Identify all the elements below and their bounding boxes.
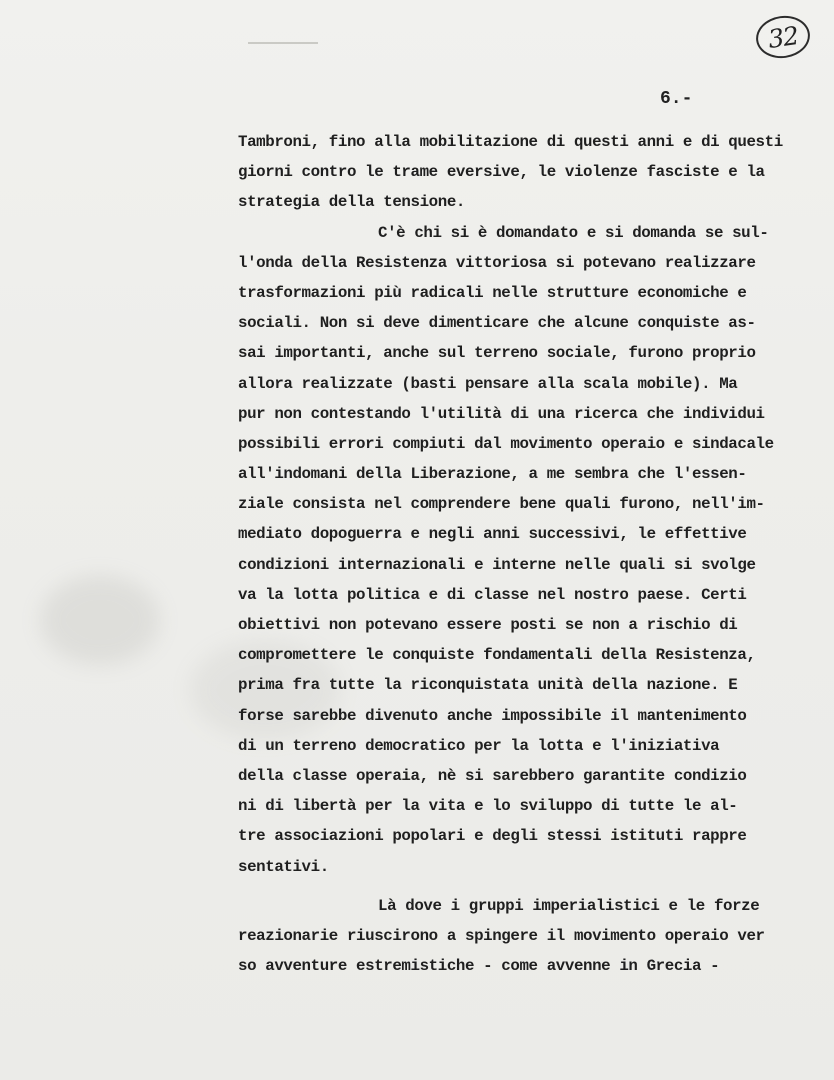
- text-line: di un terreno democratico per la lotta e l'iniziativa: [238, 736, 720, 755]
- text-line: sai importanti, anche sul terreno sociale, furono proprio: [238, 344, 756, 363]
- text-line: pur non contestando l'utilità di una ricerca che individui: [238, 404, 765, 423]
- paper-smudge: [40, 575, 160, 665]
- text-line: all'indomani della Liberazione, a me sembra che l'essen-: [238, 465, 747, 484]
- text-line: sentativi.: [238, 857, 329, 876]
- text-line: prima fra tutte la riconquistata unità della nazione. E: [238, 676, 738, 695]
- text-line: Là dove i gruppi imperialistici e le forze: [378, 896, 760, 915]
- text-line: possibili errori compiuti dal movimento operaio e sindacale: [238, 434, 774, 453]
- page-annotation: 32: [766, 20, 800, 54]
- text-line: forse sarebbe divenuto anche impossibile il mantenimento: [238, 706, 747, 725]
- text-line: va la lotta politica e di classe nel nostro paese. Certi: [238, 585, 747, 604]
- text-line: sociali. Non si deve dimenticare che alcune conquiste as-: [238, 314, 756, 333]
- typed-body-text: [238, 135, 830, 989]
- page-annotation-stamp: [753, 12, 812, 61]
- page-number: 6.-: [660, 89, 693, 109]
- text-line: C'è chi si è domandato e si domanda se sul-: [378, 223, 769, 242]
- text-line: della classe operaia, nè si sarebbero garantite condizio: [238, 766, 747, 785]
- text-line: reazionarie riuscirono a spingere il movimento operaio ver: [238, 926, 765, 945]
- text-line: mediato dopoguerra e negli anni successivi, le effettive: [238, 525, 747, 544]
- text-line: l'onda della Resistenza vittoriosa si potevano realizzare: [238, 253, 756, 272]
- text-line: allora realizzate (basti pensare alla scala mobile). Ma: [238, 374, 738, 393]
- text-line: Tambroni, fino alla mobilitazione di questi anni e di questi: [238, 133, 783, 151]
- text-line: trasformazioni più radicali nelle strutture economiche e: [238, 283, 747, 302]
- text-line: obiettivi non potevano essere posti se non a rischio di: [238, 616, 738, 634]
- text-line: ziale consista nel comprendere bene quali furono, nell'im-: [238, 495, 765, 514]
- text-line: so avventure estremistiche - come avvenne in Grecia -: [238, 957, 720, 976]
- text-line: condizioni internazionali e interne nelle quali si svolge: [238, 555, 756, 574]
- text-line: tre associazioni popolari e degli stessi istituti rappre: [238, 827, 747, 846]
- text-line: strategia della tensione.: [238, 193, 465, 212]
- text-line: compromettere le conquiste fondamentali della Resistenza,: [238, 646, 756, 665]
- text-line: ni di libertà per la vita e lo sviluppo di tutte le al-: [238, 797, 738, 816]
- text-line: giorni contro le trame eversive, le violenze fasciste e la: [238, 163, 765, 182]
- faint-top-mark: [248, 42, 318, 44]
